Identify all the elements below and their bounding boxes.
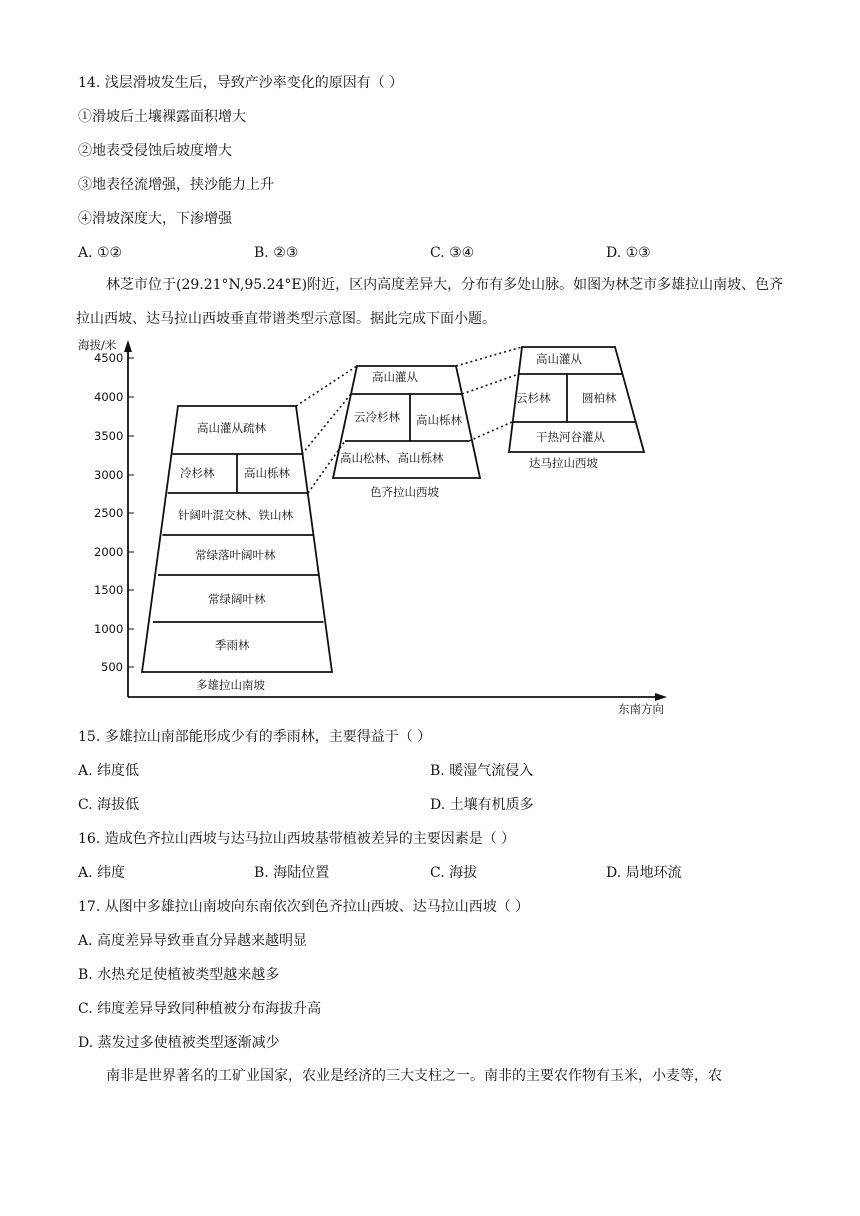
dotted-connectors [296, 347, 522, 493]
zone-m1-mixed: 针阔叶混交林、铁山林 [178, 508, 293, 522]
q16-options [0, 863, 860, 883]
q14-item-2: ②地表受侵蚀后坡度增大 [78, 143, 232, 159]
zone-m1-evergreen-broadleaf: 常绿阔叶林 [208, 592, 266, 606]
y-tick-2500: 2500 [94, 506, 124, 520]
y-tick-3000: 3000 [94, 468, 124, 482]
x-axis-label: 东南方向 [618, 702, 664, 716]
outro-text: 南非是世界著名的工矿业国家，农业是经济的三大支柱之一。南非的主要农作物有玉米，小麦等，农 [106, 1068, 722, 1084]
y-axis-label: 海拔/米 [78, 338, 117, 352]
zone-m2-pine-oak: 高山松林、高山栎林 [340, 451, 444, 465]
q14-options [0, 243, 860, 263]
q14-item-4: ④滑坡深度大，下渗增强 [78, 211, 232, 227]
zone-m2-oak: 高山栎林 [416, 413, 462, 427]
zone-m3-alpine-shrub: 高山灌从 [536, 352, 582, 366]
zone-m3-spruce: 云杉林 [516, 391, 551, 405]
q17-option-d[interactable]: D. 蒸发过多使植被类型逐渐减少 [78, 1035, 280, 1051]
intro-text: 林芝市位于(29.21°N,95.24°E)附近，区内高度差异大，分布有多处山脉。如图为林芝市多雄拉山南坡、色齐拉山西坡、达马拉山西坡垂直带谱类型示意图。据此完成下面小题。 [76, 277, 784, 327]
zone-m1-alpine-shrub-forest: 高山灌从疏林 [197, 421, 266, 435]
q14-item-3: ③地表径流增强，挟沙能力上升 [78, 177, 274, 193]
y-tick-4500: 4500 [94, 351, 124, 365]
mountain-name-duoxiongla: 多雄拉山南坡 [196, 678, 265, 692]
q14-option-c[interactable]: C. ③④ [430, 245, 475, 261]
q17-stem: 17. 从图中多雄拉山南坡向东南依次到色齐拉山西坡、达马拉山西坡（ ） [78, 899, 530, 915]
q15-option-d[interactable]: D. 土壤有机质多 [430, 797, 534, 813]
q14-option-d[interactable]: D. ①③ [606, 245, 651, 261]
q14-item-1: ①滑坡后土壤裸露面积增大 [78, 109, 246, 125]
q16-option-a[interactable]: A. 纬度 [78, 865, 126, 881]
y-tick-3500: 3500 [94, 429, 124, 443]
q14-option-b[interactable]: B. ②③ [254, 245, 299, 261]
zone-m1-fir: 冷杉林 [180, 466, 215, 480]
q14-stem: 14. 浅层滑坡发生后，导致产沙率变化的原因有（ ） [78, 75, 404, 91]
zone-m2-spruce-fir: 云冷杉林 [354, 410, 400, 424]
q15-stem: 15. 多雄拉山南部能形成少有的季雨林，主要得益于（ ） [78, 729, 432, 745]
mountain-name-damala: 达马拉山西坡 [529, 456, 598, 470]
zone-m1-oak: 高山栎林 [244, 466, 290, 480]
zone-m2-alpine-shrub: 高山灌从 [372, 370, 418, 384]
zone-m3-dry-valley-shrub: 干热河谷灌从 [536, 430, 605, 444]
y-tick-1500: 1500 [94, 583, 124, 597]
y-tick-4000: 4000 [94, 390, 124, 404]
zone-m3-juniper: 圆柏林 [582, 391, 617, 405]
q14-option-a[interactable]: A. ①② [78, 245, 123, 261]
intro-paragraph [76, 268, 788, 336]
q16-option-b[interactable]: B. 海陆位置 [254, 865, 330, 881]
q15-option-a[interactable]: A. 纬度低 [78, 763, 140, 779]
y-tick-500: 500 [101, 660, 123, 674]
q16-stem: 16. 造成色齐拉山西坡与达马拉山西坡基带植被差异的主要因素是（ ） [78, 831, 516, 847]
q16-option-d[interactable]: D. 局地环流 [606, 865, 682, 881]
zone-m1-evergreen-deciduous: 常绿落叶阔叶林 [195, 548, 276, 562]
zone-m1-monsoon: 季雨林 [215, 638, 250, 652]
q17-option-b[interactable]: B. 水热充足使植被类型越来越多 [78, 967, 280, 983]
mountain-duoxiongla [142, 406, 332, 672]
q17-option-c[interactable]: C. 纬度差异导致同种植被分布海拔升高 [78, 1001, 322, 1017]
vegetation-zone-diagram [70, 336, 670, 716]
y-tick-2000: 2000 [94, 545, 124, 559]
q15-option-c[interactable]: C. 海拔低 [78, 797, 140, 813]
y-tick-1000: 1000 [94, 622, 124, 636]
mountain-name-seqila: 色齐拉山西坡 [370, 485, 439, 499]
q15-option-b[interactable]: B. 暖湿气流侵入 [430, 763, 534, 779]
q16-option-c[interactable]: C. 海拔 [430, 865, 478, 881]
q17-option-a[interactable]: A. 高度差异导致垂直分异越来越明显 [78, 933, 308, 949]
